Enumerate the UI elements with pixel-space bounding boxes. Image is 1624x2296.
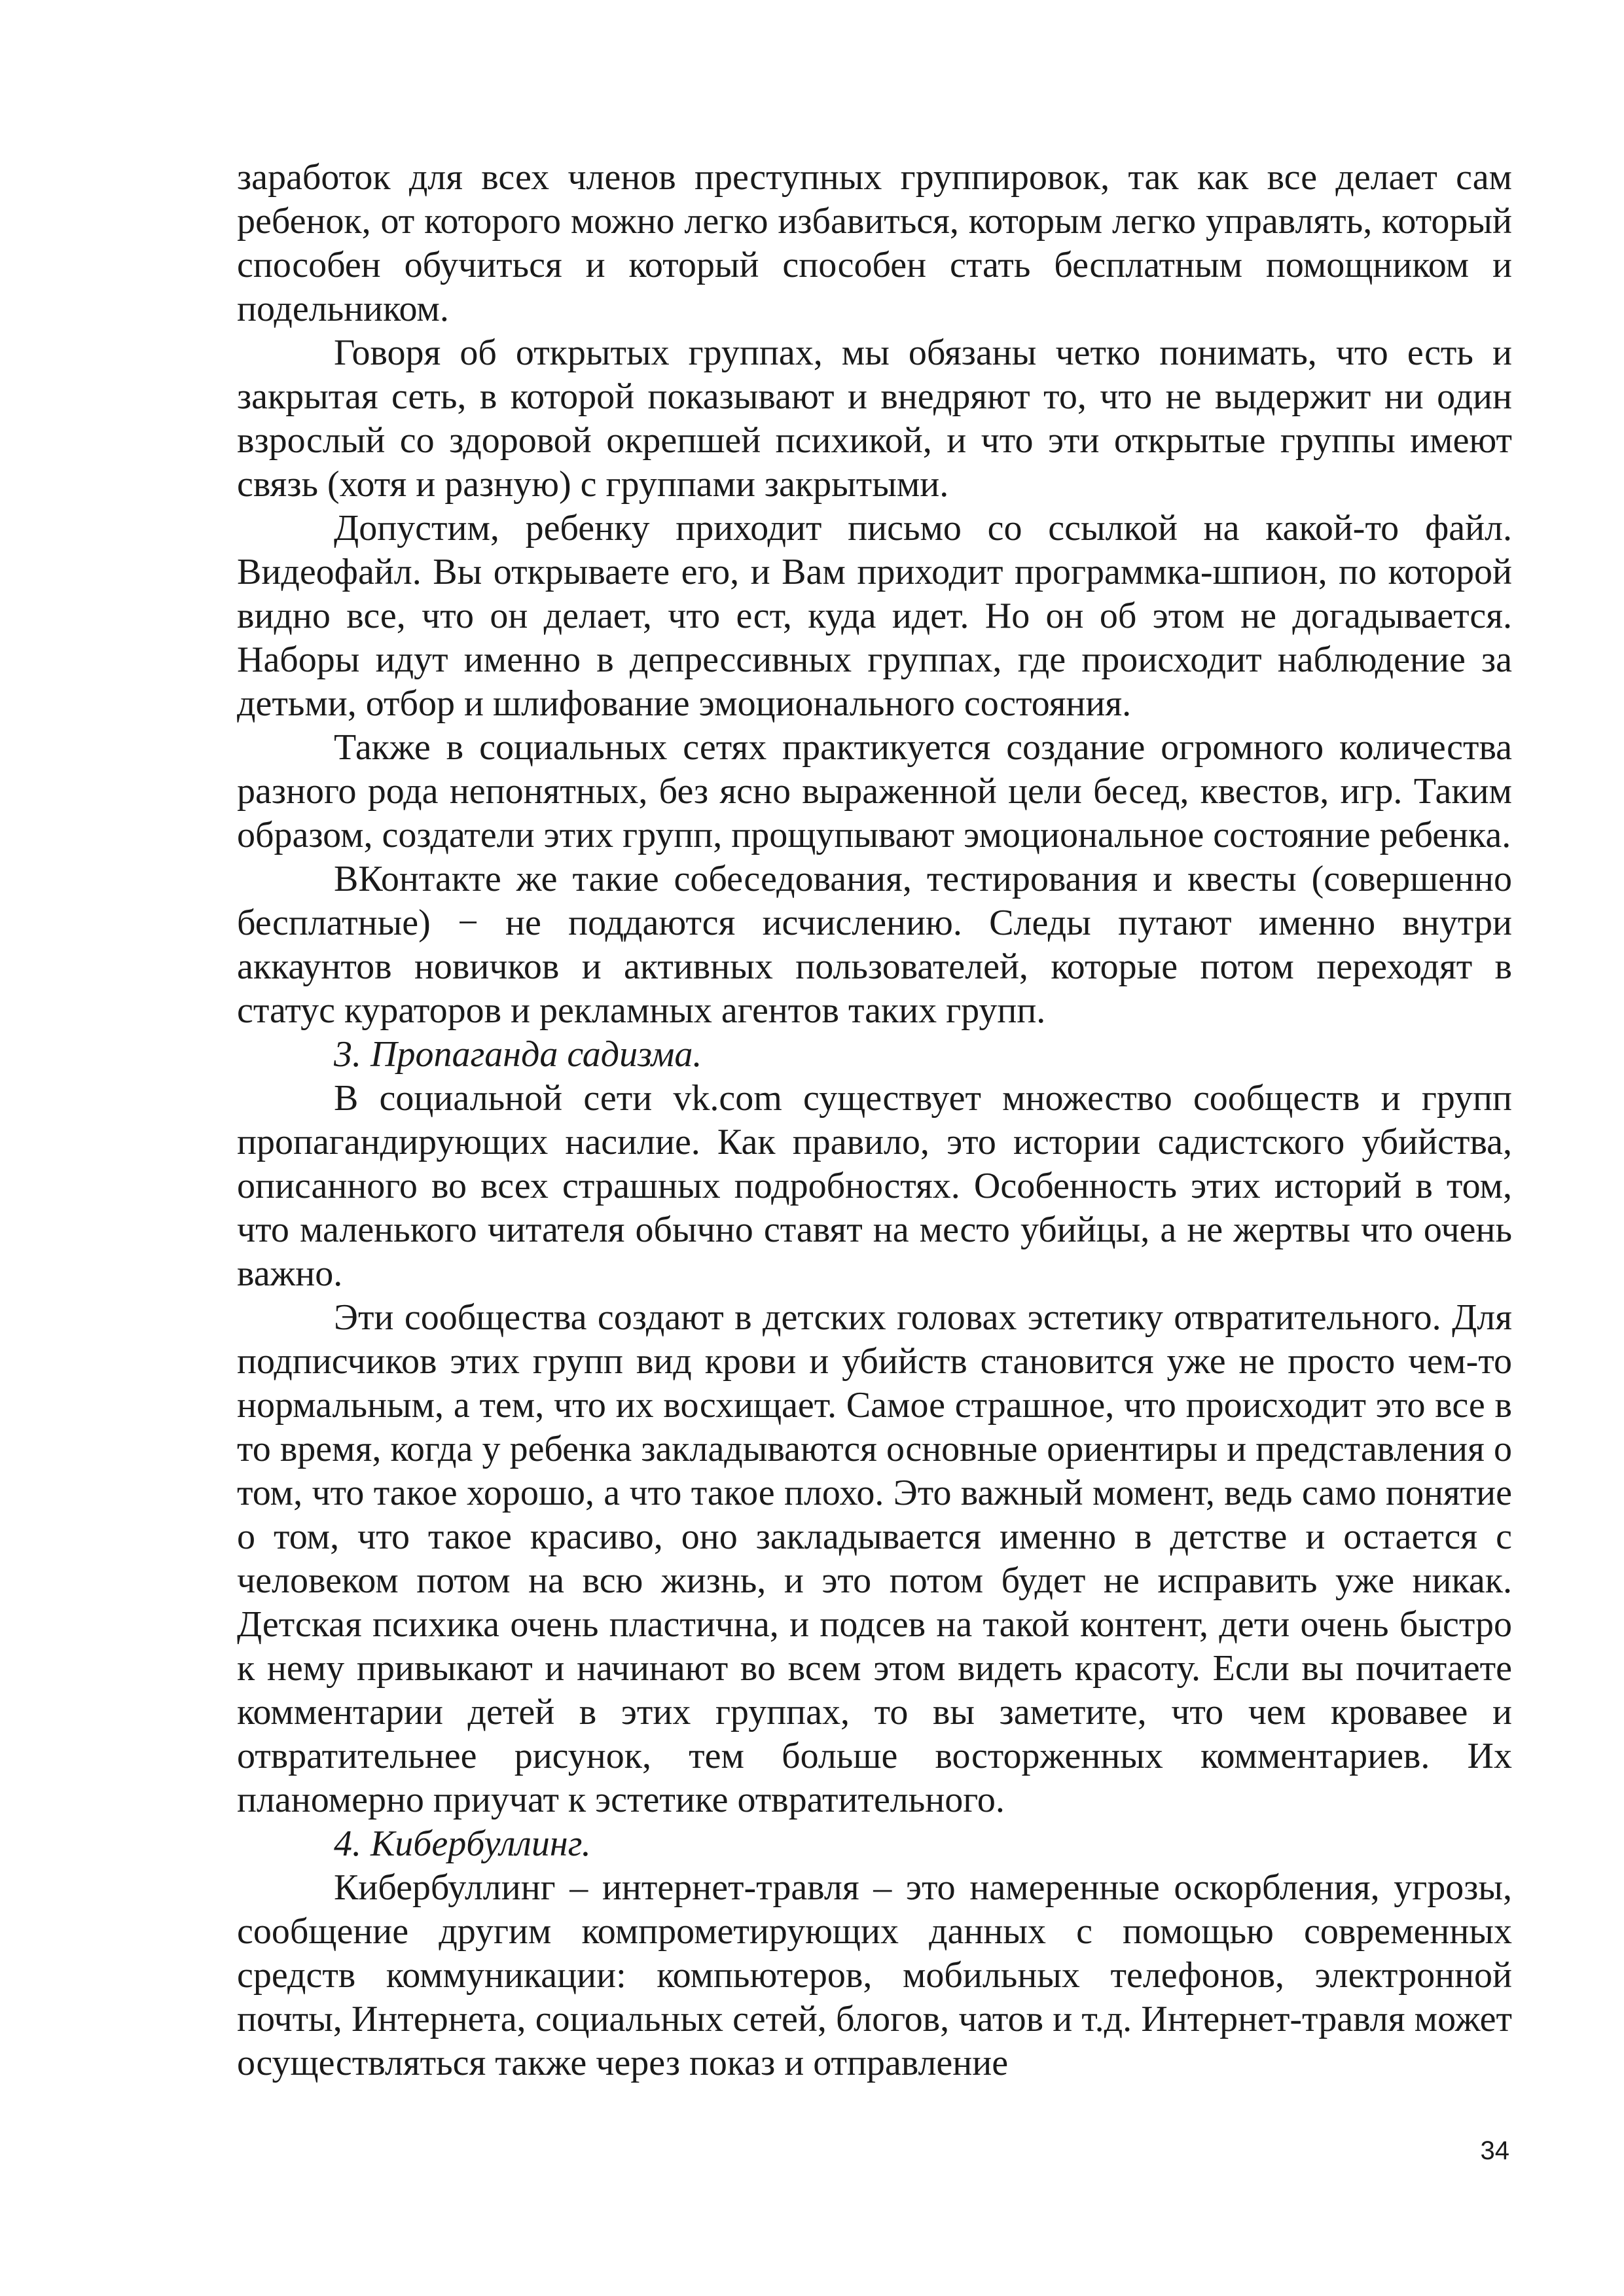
paragraph-1: заработок для всех членов преступных группировок, так как все делает сам ребенок, от которого можно легко избавиться, которым легко управлять, который способен обучиться и который способен стать бесплатным помощником и подельником. (237, 157, 1512, 329)
page-number: 34 (1480, 2136, 1509, 2165)
paragraph-6: В социальной сети vk.com существует множество сообществ и групп пропагандирующих насилие. Как правило, это истории садистского убийства, описанного во всех страшных подробностях. Особенность этих историй в том, что маленького читателя обычно ставят на место убийцы, а не жертвы что очень важно. (237, 1078, 1512, 1294)
document-body (237, 156, 1512, 2085)
paragraph-5: ВКонтакте же такие собеседования, тестирования и квесты (совершенно бесплатные) − не поддаются исчислению. Следы путают именно внутри аккаунтов новичков и активных пользователей, которые потом переходят в статус кураторов и рекламных агентов таких групп. (237, 859, 1512, 1031)
paragraph-8: Кибербуллинг – интернет-травля – это намеренные оскорбления, угрозы, сообщение другим компрометирующих данных с помощью современных средств коммуникации: компьютеров, мобильных телефонов, электронной почты, Интернета, социальных сетей, блогов, чатов и т.д. Интернет-травля может осуществляться также через показ и отправление (237, 1867, 1512, 2083)
section-heading-4: 4. Кибербуллинг. (334, 1823, 591, 1864)
paragraph-4: Также в социальных сетях практикуется создание огромного количества разного рода непонятных, без ясно выраженной цели бесед, квестов, игр. Таким образом, создатели этих групп, прощупывают эмоциональное состояние ребенка. (237, 727, 1512, 855)
paragraph-2: Говоря об открытых группах, мы обязаны четко понимать, что есть и закрытая сеть, в которой показывают и внедряют то, что не выдержит ни один взрослый со здоровой окрепшей психикой, и что эти открытые группы имеют связь (хотя и разную) с группами закрытыми. (237, 332, 1512, 505)
paragraph-7: Эти сообщества создают в детских головах эстетику отвратительного. Для подписчиков этих групп вид крови и убийств становится уже не просто чем-то нормальным, а тем, что их восхищает. Самое страшное, что происходит это все в то время, когда у ребенка закладываются основные ориентиры и представления о том, что такое хорошо, а что такое плохо. Это важный момент, ведь само понятие о том, что такое красиво, оно закладывается именно в детстве и остается с человеком потом на всю жизнь, и это потом будет не исправить уже никак. Детская психика очень пластична, и подсев на такой контент, дети очень быстро к нему привыкают и начинают во всем этом видеть красоту. Если вы почитаете комментарии детей в этих группах, то вы заметите, что чем кровавее и отвратительнее рисунок, тем больше восторженных комментариев. Их планомерно приучат к эстетике отвратительного. (237, 1297, 1512, 1820)
paragraph-3: Допустим, ребенку приходит письмо со ссылкой на какой-то файл. Видеофайл. Вы открываете его, и Вам приходит программка-шпион, по которой видно все, что он делает, что ест, куда идет. Но он об этом не догадывается. Наборы идут именно в депрессивных группах, где происходит наблюдение за детьми, отбор и шлифование эмоционального состояния. (237, 508, 1512, 724)
section-heading-3: 3. Пропаганда садизма. (334, 1034, 702, 1075)
